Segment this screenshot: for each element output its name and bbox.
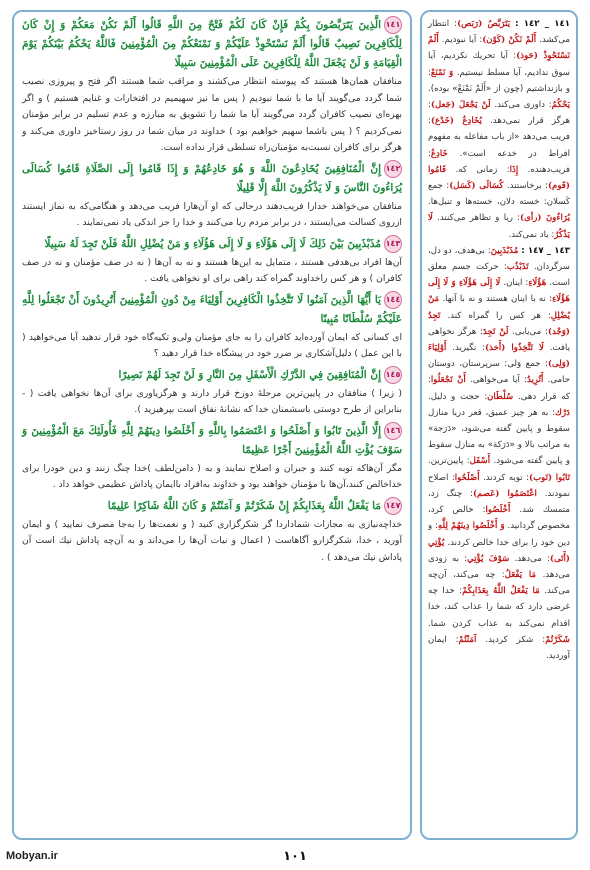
glossary-word: يُخَادِعُ (خَدْع) bbox=[430, 116, 482, 127]
glossary-word: سَوْفَ يُؤْتِي bbox=[467, 553, 510, 564]
glossary-heading: ١٤٣ _ ١٤٧ : bbox=[521, 245, 570, 256]
glossary-meaning: فريب‌دهنده. bbox=[527, 164, 570, 175]
verse-translation: آن‌ها افراد بى‌هدفى هستند ، متمايل به اين‌ها هستند و نه به آن‌ها ( نه در صف مؤمنان و نه در صف كافران ) و هر كس راخداوند گمراه كند راهى براى او نخواهى يافت . bbox=[22, 256, 402, 284]
glossary-meaning: هرگز نخواهى يافت. bbox=[428, 326, 571, 354]
verse-block bbox=[22, 160, 402, 232]
verse-number-badge: ١٤٤ bbox=[384, 291, 402, 309]
glossary-meaning: جمع وَلى: سرپرستان، دوستان حامى. bbox=[428, 359, 570, 386]
glossary-word: هَؤُلَاءِ bbox=[528, 278, 547, 289]
verse-block bbox=[22, 422, 402, 494]
glossary-meaning: ريا و تظاهر مى‌كنند. bbox=[437, 213, 513, 224]
verse-number-badge: ١٤١ bbox=[384, 16, 402, 34]
verse-translation: منافقان همان‌ها هستند كه پيوسته انتظار مى‌كشند و مراقب شما هستند اگر فتح و پيروزى نصيب شما گردد مى‌گويند آيا ما با شما نبوديم ( پس ما نيز سهيميم در افتخارات و غنايم هستيم ) و اگر بهره‌اى نصيب كافران گردد مى‌گويند آيا ما شما را تشويق به مبارزه و عدم تسليم در برابر مؤمنان نمى‌كرديم ؟ ( پس باشما سهيم خواهيم بود ) خداوند در ميان شما در روز رستاخيز داورى مى‌كند و هرگز براى كافران نسبت‌به مؤمنان‌راه تسلطى قرار نداده است. bbox=[22, 76, 402, 153]
glossary-meaning: نه با اينان هستند و نه با آنها. bbox=[442, 294, 546, 305]
glossary-meaning: بى‌هدف، دو دل، سرگردان. bbox=[428, 245, 570, 273]
glossary-word: لَنْ تَجِدَ bbox=[482, 326, 509, 337]
glossary-word: أَسْفَل bbox=[469, 456, 491, 467]
glossary-word: قَامُوا (قَوم) bbox=[428, 164, 570, 192]
glossary-word: لَا يَذْكُرُ bbox=[428, 213, 570, 240]
glossary-word: مُذَبْذَبِينَ bbox=[490, 245, 519, 256]
glossary-word: إِذَا bbox=[509, 164, 519, 175]
glossary-panel bbox=[420, 10, 578, 840]
verse-number-badge: ١٤٣ bbox=[384, 235, 402, 253]
page-frame bbox=[12, 10, 578, 840]
glossary-word: يَتَرَبَّصُ (رَبَص) bbox=[457, 19, 511, 29]
glossary-word: يُؤْتِي (أَتَى) bbox=[428, 537, 570, 564]
verse-translation: مگر آن‌هاكه توبه كنند و جبران و اصلاح نمايند و به ( دامن‌لطف )خدا چنگ زنند و دين خودرا براى خداخالص كنند،آن‌ها با مؤمنان خواهند بود و خداوند به‌افراد باايمان پاداش عظيمى خواهد داد . bbox=[22, 462, 402, 490]
glossary-meaning: خدا چه غرضى دارد كه شما را عذاب كند، خدا اقدام نمى‌كند به عذاب كردن شما. bbox=[428, 586, 570, 629]
glossary-meaning: جمع كَسلان: خسته دلان، خسته‌ها و تنبل‌ها. bbox=[428, 181, 570, 208]
glossary-word: اعْتَصَمُوا (عَصم) bbox=[472, 488, 537, 499]
glossary-word: دَرْك bbox=[554, 407, 570, 418]
glossary-meaning: فريب مى‌دهد «از باب مفاعله به مفهوم افراط در خدعه است». bbox=[428, 132, 571, 159]
glossary-word: تَجِدُ (وَجْد) bbox=[428, 310, 570, 337]
glossary-word: لَا إِلَى هَؤُلَاءِ وَ لَا إِلَى هَؤُلَاءِ bbox=[428, 278, 570, 305]
glossary-meaning: آيا مى‌خواهى. bbox=[469, 375, 520, 386]
glossary-meaning: آيا نبوديم. bbox=[441, 35, 477, 46]
glossary-meaning: شكر كرديد. bbox=[485, 634, 534, 645]
verse-block bbox=[22, 366, 402, 419]
glossary-meaning: آيا تحريك نكرديم، آيا سوق نداديم، آيا مسلط نيستيم. bbox=[428, 51, 570, 78]
verse-arabic-text: إِنَّ الْمُنَافِقِينَ يُخَادِعُونَ اللَّهَ وَ هُوَ خَادِعُهُمْ وَ إِذَا قَامُوا إِلَى الصَّلَاةِ قَامُوا كُسَالَى يُرَاءُونَ النَّاسَ وَ لَا يَذْكُرُونَ اللَّهَ إِلَّا قَلِيلًا bbox=[22, 162, 402, 194]
glossary-word: أَوْلِيَاءَ (وَلِى) bbox=[428, 343, 570, 370]
glossary-meaning: حجت و دليل. bbox=[428, 391, 480, 402]
glossary-meaning: و بازنداشتيم (چون از «أَلَمْ نَمْنَعْ» بوده). bbox=[428, 83, 570, 94]
glossary-meaning: نگيريد. bbox=[452, 343, 477, 354]
glossary-word: آمَنْتُمْ bbox=[458, 634, 477, 645]
verse-block bbox=[22, 497, 402, 567]
verse-number-badge: ١٤٥ bbox=[384, 366, 402, 384]
verse-arabic bbox=[22, 366, 402, 385]
glossary-word: أَنْ تَجْعَلُوا bbox=[430, 375, 466, 386]
glossary-word: أَلَمْ نَكُنْ (كَوْن) bbox=[482, 35, 537, 46]
glossary-meaning: ايمان آورديد. bbox=[428, 634, 570, 661]
glossary-word: لَنْ يَجْعَلَ (جَعل) bbox=[430, 100, 491, 111]
verse-arabic-text: يَا أَيُّهَا الَّذِينَ آمَنُوا لَا تَتَّخِذُوا الْكَافِرِينَ أَوْلِيَاءَ مِنْ دُونِ الْمُؤْمِنِينَ أَتُرِيدُونَ أَنْ تَجْعَلُوا لِلَّهِ عَلَيْكُمْ سُلْطَانًا مُبِينًا bbox=[22, 293, 402, 325]
verse-arabic-text: إِلَّا الَّذِينَ تَابُوا وَ أَصْلَحُوا وَ اعْتَصَمُوا بِاللَّهِ وَ أَخْلَصُوا دِينَهُمْ لِلَّهِ فَأُولَئِكَ مَعَ الْمُؤْمِنِينَ وَ سَوْفَ يُؤْتِ اللَّهُ الْمُؤْمِنِينَ أَجْرًا عَظِيمًا bbox=[22, 424, 402, 456]
glossary-section: ١٤١ _ ١٤٢ : يَتَرَبَّصُ (رَبَص): انتظار مى‌كشد. أَلَمْ نَكُنْ (كَوْن): آيا نبوديم. أَلَمْ نَسْتَحْوِذْ (حَوذ): آيا تحريك نكرديم، آيا سوق نداديم، آيا مسلط نيستيم. وَ نَمْنَعْ: و بازنداشتيم (چون از «أَلَمْ نَمْنَعْ» بوده). يَحْكُمُ: داورى مى‌كند. لَنْ يَجْعَلَ (جَعل): هرگز قرار نمى‌دهد. يُخَادِعُ (خَدْع): فريب مى‌دهد «از باب مفاعله به مفهوم افراط در خدعه است». خَادِعُ: فريب‌دهنده. إِذَا: زمانى كه. قَامُوا (قَوم): برخاستند. كُسَالَى (كَسَل): جمع كَسلان: خسته دلان، خسته‌ها و تنبل‌ها. يُرَاءُونَ (رأى): ريا و تظاهر مى‌كنند. لَا يَذْكُرُ: ياد نمى‌كند. bbox=[428, 19, 571, 240]
glossary-meaning: و دين خود را براى خدا خالص كردند. bbox=[428, 521, 570, 548]
glossary-meaning: به هر چيز عميق، قعر دريا منازل سقوط و پايين گفته مى‌شود، «دَرَجة» به مراتب بالا و «دَرَكة» به منازل سقوط و پايين گفته مى‌شود. bbox=[428, 407, 570, 467]
glossary-word: تَابُوا (تَوب) bbox=[529, 472, 570, 483]
glossary-meaning: چه مى‌كند، آن‌چه مى‌كند. bbox=[428, 569, 570, 597]
glossary-word: يُرَاءُونَ (رأى) bbox=[520, 213, 570, 224]
glossary-meaning: داورى مى‌كند. bbox=[494, 100, 546, 111]
glossary-word: أَتُرِيدُ bbox=[526, 375, 544, 386]
glossary-word: كُسَالَى (كَسَل) bbox=[449, 181, 504, 192]
verse-arabic bbox=[22, 291, 402, 329]
verse-arabic-text: مُذَبْذَبِينَ بَيْنَ ذَلِكَ لَا إِلَى هَؤُلَاءِ وَ لَا إِلَى هَؤُلَاءِ وَ مَنْ يُضْلِلِ اللَّهُ فَلَنْ تَجِدَ لَهُ سَبِيلًا bbox=[44, 237, 381, 250]
verse-number-badge: ١٤٦ bbox=[384, 422, 402, 440]
verse-translation: خداچه‌نيازى به مجازات شماداردا گر شكرگزارى كنيد ( و نعمت‌ها را به‌جا مصرف نماييد ) و ايمان آوريد ، خدا، شكرگزارو آگاهاست ( اعمال و نيات آن‌ها را مى‌داند و به آن‌چه پاداش نيك است آن پاداش نيك مى‌دهد ) . bbox=[22, 518, 402, 563]
glossary-meaning: چنگ زد، متمسك شد. bbox=[428, 488, 570, 516]
verse-number-badge: ١٤٢ bbox=[384, 160, 402, 178]
glossary-word: مَنْ يُضْلِلِ bbox=[428, 294, 570, 321]
glossary-word: أَلَمْ نَسْتَحْوِذْ (حَوذ) bbox=[428, 35, 570, 62]
glossary-word: يَحْكُمُ bbox=[551, 100, 571, 111]
verse-arabic bbox=[22, 16, 402, 73]
verse-arabic-text: إِنَّ الْمُنَافِقِينَ فِي الدَّرْكِ الْأَسْفَلِ مِنَ النَّارِ وَ لَنْ تَجِدَ لَهُمْ نَصِيرًا bbox=[118, 368, 381, 381]
verse-translation: اى كسانى كه ايمان آورده‌ايد كافران را به جاى مؤمنان ولى‌و تكيه‌گاه خود قرار ندهيد آيا مى‌خواهيد ( با اين عمل ) دليل‌آشكارى بر ضرر خود در پيشگاه خدا قرار دهيد ؟ bbox=[22, 331, 402, 359]
glossary-meaning: ياد نمى‌كند. bbox=[508, 229, 549, 240]
glossary-meaning: اينان. bbox=[503, 278, 523, 289]
glossary-meaning: هرگز قرار نمى‌دهد. bbox=[490, 116, 570, 127]
verse-arabic bbox=[22, 422, 402, 460]
glossary-meaning: پايين‌ترين. bbox=[428, 456, 464, 467]
glossary-meaning: برخاستند. bbox=[506, 181, 542, 192]
verse-block bbox=[22, 291, 402, 363]
glossary-meaning: مى‌دهد. bbox=[514, 553, 542, 564]
glossary-meaning: توبه كردند. bbox=[483, 472, 523, 483]
glossary-word: وَ أَخْلَصُوا دِينَهُمْ لِلَّهِ bbox=[437, 521, 505, 532]
glossary-meaning: زمانى كه. bbox=[455, 164, 498, 175]
verse-number-badge: ١٤٧ bbox=[384, 497, 402, 515]
site-watermark[interactable]: Mobyan.ir bbox=[6, 850, 58, 862]
glossary-word: لَا تَتَّخِذُوا (أَخذ) bbox=[485, 343, 544, 354]
glossary-word: أَصْلَحُوا bbox=[454, 472, 480, 483]
verses-panel bbox=[12, 10, 412, 840]
glossary-meaning: اصلاح نمودند. bbox=[428, 472, 570, 499]
verse-translation: ( زيرا ) منافقان در پايين‌ترين مرحلهٔ دوزخ قرار دارند و هرگزياورى براى آن‌ها نخواهى يافت ( - بنابراين از طرح دوستى باسشمنان خدا كه نشانهٔ نفاق است بپرهيزيد ). bbox=[22, 387, 402, 415]
verse-arabic bbox=[22, 160, 402, 198]
glossary-meaning: به زودى مى‌دهد. bbox=[428, 553, 570, 580]
glossary-word: أَخْلَصُوا bbox=[485, 505, 511, 516]
verse-arabic-text: مَا يَفْعَلُ اللَّهُ بِعَذَابِكُمْ إِنْ شَكَرْتُمْ وَ آمَنْتُمْ وَ كَانَ اللَّهُ شَاكِرًا عَلِيمًا bbox=[107, 499, 381, 512]
verse-translation: منافقان مى‌خواهند خدارا فريب‌دهند درحالى كه او آن‌هارا فريب مى‌دهد و هنگامى‌كه به نماز ايستند ازروى كسالت مى‌ايستند ، در برابر مردم ريا مى‌كنند و خدا را جز اندكى ياد نمى‌نمايند . bbox=[22, 200, 402, 228]
glossary-word: سُلْطَان bbox=[487, 391, 514, 402]
glossary-word: شَكَرْتُمْ bbox=[545, 634, 570, 645]
page-number: ١٠١ bbox=[283, 849, 307, 864]
verse-block bbox=[22, 235, 402, 288]
glossary-word: وَ نَمْنَعْ bbox=[430, 67, 454, 78]
glossary-heading: ١٤١ _ ١٤٢ : bbox=[515, 19, 570, 29]
verse-arabic-text: الَّذِينَ يَتَرَبَّصُونَ بِكُمْ فَإِنْ كَانَ لَكُمْ فَتْحٌ مِنَ اللَّهِ قَالُوا أَلَمْ نَكُنْ مَعَكُمْ وَ إِنْ كَانَ لِلْكَافِرِينَ نَصِيبٌ قَالُوا أَلَمْ نَسْتَحْوِذْ عَلَيْكُمْ وَ نَمْنَعْكُمْ مِنَ الْمُؤْمِنِينَ فَاللَّهُ يَحْكُمُ بَيْنَكُمْ يَوْمَ الْقِيَامَةِ وَ لَنْ يَجْعَلَ اللَّهُ لِلْكَافِرِينَ عَلَى الْمُؤْمِنِينَ سَبِيلًا bbox=[22, 19, 402, 69]
glossary-word: مَا يَفْعَلُ bbox=[504, 569, 537, 580]
glossary-section: ١٤٣ _ ١٤٧ : مُذَبْذَبِينَ: بى‌هدف، دو دل، سرگردان. تَذَبْذُب: حركت جسم معلق است. هَؤُلَاءِ: اينان. لَا إِلَى هَؤُلَاءِ وَ لَا إِلَى هَؤُلَاءِ: نه با اينان هستند و نه با آنها. مَنْ يُضْلِلِ: هر كس را گمراه كند. تَجِدُ (وَجْد): مى‌يابى. لَنْ تَجِدَ: هرگز نخواهى يافت. لَا تَتَّخِذُوا (أَخذ): نگيريد. أَوْلِيَاءَ (وَلِى): جمع وَلى: سرپرستان، دوستان حامى. أَتُرِيدُ: آيا مى‌خواهى. أَنْ تَجْعَلُوا: كه قرار دهى. سُلْطَان: حجت و دليل. دَرْك: به هر چيز عميق، قعر دريا منازل سقوط و پايين گفته مى‌شود، «دَرَجة» به مراتب بالا و «دَرَكة» به منازل سقوط و پايين گفته مى‌شود. أَسْفَل: پايين‌ترين. تَابُوا (تَوب): توبه كردند. أَصْلَحُوا: اصلاح نمودند. اعْتَصَمُوا (عَصم): چنگ زد، متمسك شد. أَخْلَصُوا: خالص كرد، مخصوص گردانيد. وَ أَخْلَصُوا دِينَهُمْ لِلَّهِ: و دين خود را براى خدا خالص كردند. يُؤْتِي (أَتَى): مى‌دهد. سَوْفَ يُؤْتِي: به زودى مى‌دهد. مَا يَفْعَلُ: چه مى‌كند، آن‌چه مى‌كند. مَا يَفْعَلُ اللَّهُ بِعَذَابِكُمْ: خدا چه غرضى دارد كه شما را عذاب كند، خدا اقدام نمى‌كند به عذاب كردن شما. شَكَرْتُمْ: شكر كرديد. آمَنْتُمْ: ايمان آورديد. bbox=[428, 245, 571, 661]
glossary-meaning: انتظار مى‌كشد. bbox=[428, 19, 570, 46]
glossary-meaning: كه قرار دهى. bbox=[517, 391, 570, 402]
verse-block bbox=[22, 16, 402, 157]
glossary-meaning: خالص كرد، مخصوص گردانيد. bbox=[428, 505, 570, 532]
verse-arabic bbox=[22, 235, 402, 254]
glossary-meaning: مى‌يابى. bbox=[512, 326, 542, 337]
glossary-meaning: هر كس را گمراه كند. bbox=[447, 310, 541, 321]
glossary-word: خَادِعُ bbox=[430, 148, 448, 159]
verse-arabic bbox=[22, 497, 402, 516]
glossary-word: تَذَبْذُب bbox=[506, 262, 529, 273]
glossary-word: مَا يَفْعَلُ اللَّهُ بِعَذَابِكُمْ bbox=[462, 586, 540, 597]
glossary-meaning: حركت جسم معلق است. bbox=[428, 262, 570, 289]
